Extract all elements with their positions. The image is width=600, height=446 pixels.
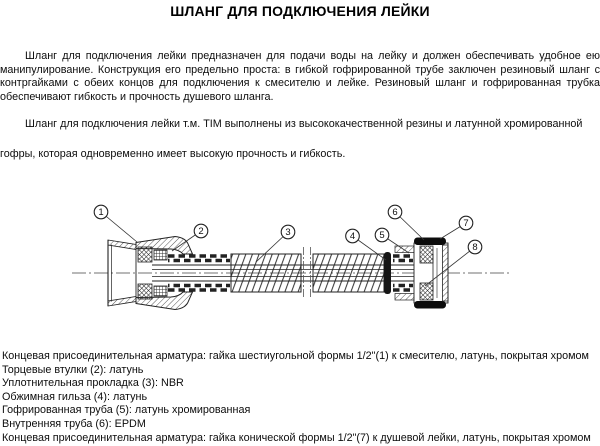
callout-1	[94, 205, 108, 219]
callout-6	[388, 205, 402, 219]
spec-line-3: Уплотнительная прокладка (3): NBR	[2, 377, 184, 390]
component-spec-list	[2, 350, 599, 445]
page-title: ШЛАНГ ДЛЯ ПОДКЛЮЧЕНИЯ ЛЕЙКИ	[170, 3, 430, 19]
svg-text:8: 8	[472, 242, 478, 254]
svg-text:4: 4	[349, 231, 356, 243]
callout-5	[375, 228, 389, 242]
end-bushing-top	[138, 247, 152, 262]
callout-3	[281, 225, 295, 239]
svg-text:3: 3	[285, 227, 291, 239]
spec-line-7: Концевая присоединительная арматура: гайка конической формы 1/2"(7) к душевой лейки, латунь, покрытая хромом	[2, 431, 591, 444]
hose-cross-section-diagram	[0, 196, 600, 346]
gasket-bottom	[154, 286, 167, 296]
svg-text:1: 1	[98, 207, 104, 219]
material-paragraph: Шланг для подключения лейки т.м. TIM выполнены из высококачественной резины и латунной хромированной гофры, которая одновременно имеет высокую прочность и гибкость.	[0, 118, 583, 160]
svg-text:5: 5	[379, 230, 385, 242]
spec-line-1: Концевая присоединительная арматура: гайка шестиугольной формы 1/2"(1) к смесителю, латунь, покрытая хромом	[2, 350, 589, 362]
right-nut	[414, 238, 448, 309]
spec-line-5: Гофрированная труба (5): латунь хромированная	[2, 404, 251, 417]
svg-text:7: 7	[463, 218, 469, 230]
spec-line-2: Торцевые втулки (2): латунь	[2, 363, 144, 376]
spec-line-4: Обжимная гильза (4): латунь	[2, 390, 148, 403]
corrugated-tube-right	[313, 254, 384, 292]
callout-2	[194, 224, 208, 238]
svg-text:2: 2	[198, 226, 204, 238]
callout-7	[459, 216, 473, 230]
spec-line-6: Внутренняя труба (6): EPDM	[2, 417, 146, 430]
svg-text:6: 6	[392, 207, 398, 219]
end-bushing-bottom	[138, 284, 152, 299]
callout-8	[468, 240, 482, 254]
corrugated-tube-left	[231, 254, 301, 292]
crimp-sleeve	[384, 252, 391, 294]
intro-paragraph: Шланг для подключения лейки предназначен для подачи воды на лейку и должен обеспечивать удобное ею манипулирование. Конструкция его предельно проста: в гибкой гофрированной трубе заключен резиновый шланг с контргайками с обеих концов для подключения к смесителю и лейке. Резиновый шланг и гофрированная трубка обеспечивают гибкость и прочность душевого шланга.	[0, 50, 600, 104]
gasket-top	[154, 250, 167, 260]
callout-4	[346, 229, 360, 243]
nut-cap-bottom	[414, 301, 446, 309]
